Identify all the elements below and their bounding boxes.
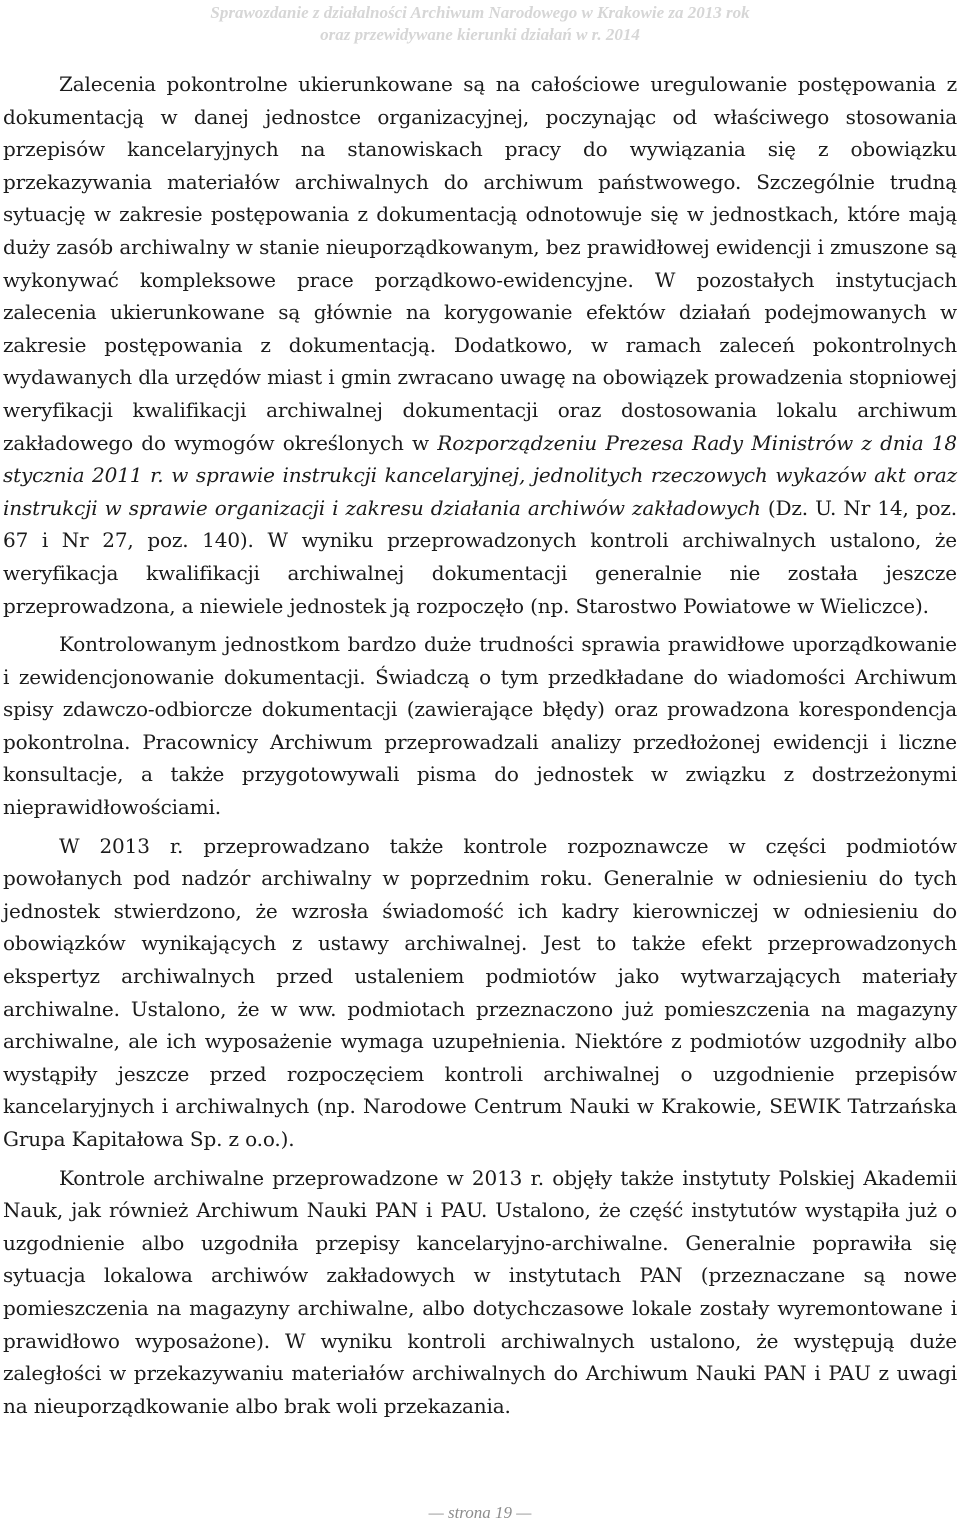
page-number: — strona 19 — bbox=[428, 1503, 532, 1522]
paragraph-1 bbox=[3, 68, 957, 622]
paragraph-4: Kontrole archiwalne przeprowadzone w 2013 r. objęły także instytuty Polskiej Akademii Nauk, jak również Archiwum Nauki PAN i PAU. Ustalono, że część instytutów wystąpiła już o uzgodnienie albo uzgodniła przepisy kancelaryjno-archiwalne. Generalnie poprawiła się sytuacja lokalowa archiwów zakładowych w instytutach PAN (przeznaczane są nowe pomieszczenia na magazyny archiwalne, albo dotychczasowe lokale zostały wyremontowane i prawidłowo wyposażone). W wyniku kontroli archiwalnych ustalono, że występują duże zaległości w przekazywaniu materiałów archiwalnych do Archiwum Nauki PAN i PAU z uwagi na nieuporządkowanie albo brak woli przekazania. bbox=[3, 1165, 957, 1418]
regulation-title: Rozporządzeniu Prezesa Rady Ministrów z dnia 18 stycznia 2011 r. w sprawie instrukcji kancelaryjnej, jednolitych rzeczowych wykazów akt oraz instrukcji w sprawie organizacji i zakresu działania archiwów zakładowych bbox=[3, 430, 957, 520]
running-header-line-1: Sprawozdanie z działalności Archiwum Narodowego w Krakowie za 2013 rok bbox=[210, 3, 750, 22]
paragraph-1-part-a: Zalecenia pokontrolne ukierunkowane są na całościowe uregulowanie postępowania z dokumentacją w danej jednostce organizacyjnej, poczynając od właściwego stosowania przepisów kancelaryjnych na stanowiskach pracy do wywiązania się z obowiązku przekazywania materiałów archiwalnych do archiwum państwowego. Szczególnie trudną sytuację w zakresie postępowania z dokumentacją odnotowuje się w jednostkach, które mają duży zasób archiwalny w stanie nieuporządkowanym, bez prawidłowej ewidencji i zmuszone są wykonywać kompleksowe prace porządkowo-ewidencyjne. W pozostałych instytucjach zalecenia ukierunkowane są głównie na korygowanie efektów działań podejmowanych w zakresie postępowania z dokumentacją. Dodatkowo, w ramach zaleceń pokontrolnych wydawanych dla urzędów miast i gmin zwracano uwagę na obowiązek prowadzenia stopniowej weryfikacji kwalifikacji archiwalnej dokumentacji oraz dostosowania lokalu archiwum zakładowego do wymogów określonych w bbox=[3, 72, 957, 455]
paragraph-3: W 2013 r. przeprowadzano także kontrole rozpoznawcze w części podmiotów powołanych pod nadzór archiwalny w poprzednim roku. Generalnie w odniesieniu do tych jednostek stwierdzono, że wzrosła świadomość ich kadry kierowniczej w odniesieniu do obowiązków wynikających z ustawy archiwalnej. Jest to także efekt przeprowadzonych ekspertyz archiwalnych przed ustaleniem podmiotów jako wytwarzających materiały archiwalne. Ustalono, że w ww. podmiotach przeznaczono już pomieszczenia na magazyny archiwalne, ale ich wyposażenie wymaga uzupełnienia. Niektóre z podmiotów uzgodniły albo wystąpiły jeszcze przed rozpoczęciem kontroli archiwalnej o uzgodnienie przepisów kancelaryjnych i archiwalnych (np. Narodowe Centrum Nauki w Krakowie, SEWIK Tatrzańska Grupa Kapitałowa Sp. z o.o.). bbox=[3, 833, 957, 1151]
paragraph-1-part-b: (Dz. U. Nr 14, poz. 67 i Nr 27, poz. 140). W wyniku przeprowadzonych kontroli archiwalnych ustalono, że weryfikacja kwalifikacji archiwalnej dokumentacji generalnie nie została jeszcze przeprowadzona, a niewiele jednostek ją rozpoczęło (np. Starostwo Powiatowe w Wieliczce). bbox=[3, 495, 957, 618]
document-body bbox=[3, 68, 957, 1422]
running-header bbox=[0, 2, 960, 46]
paragraph-2: Kontrolowanym jednostkom bardzo duże trudności sprawia prawidłowe uporządkowanie i zewidencjonowanie dokumentacji. Świadczą o tym przedkładane do wiadomości Archiwum spisy zdawczo-odbiorcze dokumentacji (zawierające błędy) oraz prowadzona korespondencja pokontrolna. Pracownicy Archiwum przeprowadzali analizy przedłożonej ewidencji i liczne konsultacje, a także przygotowywali pisma do jednostek w związku z dostrzeżonymi nieprawidłowościami. bbox=[3, 632, 957, 820]
running-header-line-2: oraz przewidywane kierunki działań w r. 2014 bbox=[320, 25, 640, 44]
